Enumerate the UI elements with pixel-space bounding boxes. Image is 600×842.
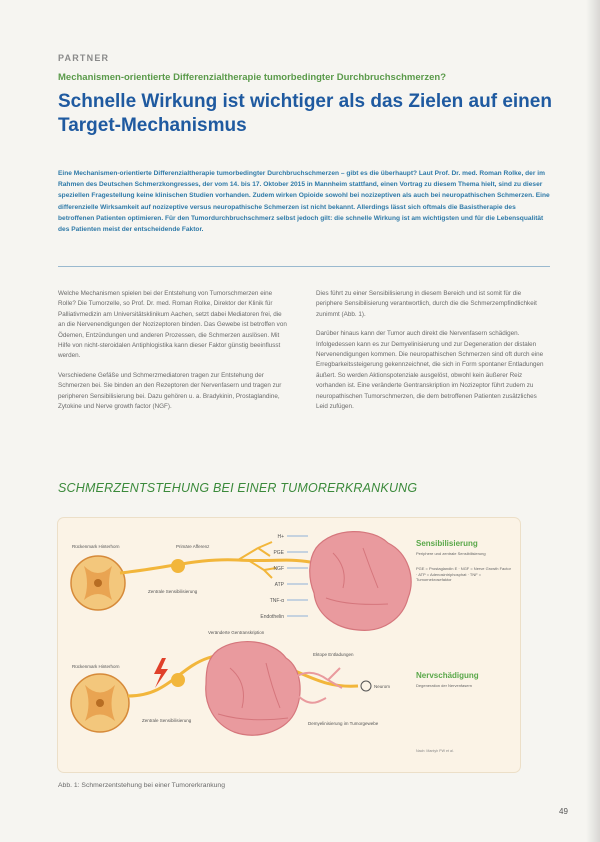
page-edge-shadow (586, 0, 600, 842)
damage-subtitle: Degeneration der Nervenfasern (416, 683, 473, 688)
section-label: PARTNER (58, 53, 110, 63)
body-paragraph: Dies führt zu einer Sensibilisierung in diesem Bereich und ist somit für die periphere Sensibilisierung verantwortlich, durch die die Schmerzempfindlichkeit zunimmt (Abb. 1). (316, 290, 537, 318)
body-column-right (316, 289, 548, 421)
spinal-label-top: Rückenmark Hinterhorn (72, 544, 120, 549)
mediator-label: H+ (277, 534, 284, 540)
mediator-label: ATP (274, 582, 284, 588)
pain-diagram (58, 518, 520, 772)
body-paragraph: Verschiedene Gefäße und Schmerzmediatoren tragen zur Entstehung der Schmerzen bei. Sie binden an den Rezeptoren der Nervenfasern und tragen zur peripheren Sensibilisierung bei. Dazu gehören u. a. Bradykinin, Prostaglandine, Zytokine und Nerve growth factor (NGF). (58, 371, 282, 411)
central-sens-label-bottom: Zentrale Sensibilisierung (142, 718, 192, 723)
divider (58, 266, 550, 267)
neurom-icon (361, 681, 371, 691)
afferent-label: Primäre Afferenz (176, 544, 210, 549)
gene-change-label: Veränderte Gentranskription (208, 630, 265, 635)
page-number: 49 (559, 807, 568, 816)
damage-title: Nervschädigung (416, 671, 479, 680)
nerve-fiber-top (120, 542, 310, 578)
article-headline: Schnelle Wirkung ist wichtiger als das Zielen auf einen Target-Mechanismus (58, 91, 552, 136)
mediator-label: PGE (273, 550, 284, 556)
sens-subtitle: Periphere und zentrale Sensibilisierung (416, 551, 486, 556)
tumor-bottom (206, 642, 300, 736)
demyelinisation-label: Demyelinisierung im Tumorgewebe (308, 721, 379, 726)
article-subtitle: Mechanismen-orientierte Differenzialtherapie tumorbedingter Durchbruchschmerzen? (58, 72, 446, 83)
source-note: Nach: Mantyh PW et al. (416, 749, 454, 753)
tumor-top (310, 532, 411, 631)
mediator-label: Endothelin (260, 614, 284, 620)
body-column-left (58, 289, 290, 421)
mediator-label: TNF-α (269, 598, 284, 604)
neurom-label: Neurom (374, 684, 391, 689)
mediator-label: NGF (273, 566, 284, 572)
article-lead: Eine Mechanismen-orientierte Differenzialtherapie tumorbedingter Durchbruchschmerzen – gibt es die überhaupt? Laut Prof. Dr. med. Roman Rolke, der im Rahmen des Deutschen Schmerzkongresses, der vom 14. bis 17. Oktober 2015 in Mannheim stattfand, einen Vortrag zu diesem Thema hielt, sind zu dieser speziellen Fragestellung keine klinischen Studien vorhanden. Zudem wirken Opioide sowohl bei nozizeptiven als auch bei neuropathischen Schmerzen. Eine differenzielle Wirksamkeit auf nozizeptive versus neuropathische Schmerzen ist nicht bekannt. Allerdings lässt sich oftmals die Basistherapie des betroffenen Patienten optimieren. Für den Tumordurchbruchschmerz selbst jedoch gilt: die schnelle Wirkung ist am wichtigsten und für die Lebensqualität des Patienten meist der entscheidende Faktor. (58, 170, 550, 234)
ectopic-label: Ektope Entladungen (313, 652, 354, 657)
mediator-list (260, 534, 308, 620)
figure-caption: Abb. 1: Schmerzentstehung bei einer Tumorerkrankung (58, 782, 225, 789)
spinal-label-bottom: Rückenmark Hinterhorn (72, 664, 120, 669)
central-sens-label: Zentrale Sensibilisierung (148, 589, 198, 594)
sens-legend: PGE = Prostaglandin E · NGF = Nerve Growth Factor · ATP = Adenosintriphosphat · TNF = Tumornekrosefaktor (416, 566, 511, 582)
body-paragraph: Welche Mechanismen spielen bei der Entstehung von Tumorschmerzen eine Rolle? Die Tumorzelle, so Prof. Dr. med. Roman Rolke, Direktor der Klinik für Palliativmedizin am Universitätsklinikum Aachen, setzt dabei Mediatoren frei, die an die Nervenendigungen der Nozizeptoren binden. Das Gewebe ist betroffen von Ödemen, Entzündungen und anderen Prozessen, die Schmerzen auslösen. Mit Hilfe von nicht-steroidalen Antiphlogistika kann dieser Faktor günstig beeinflusst werden. (58, 290, 287, 360)
spinal-cord-top (71, 556, 125, 610)
spinal-cord-bottom (71, 674, 129, 732)
figure-title: SCHMERZENTSTEHUNG BEI EINER TUMORERKRANKUNG (58, 481, 418, 495)
sens-title: Sensibilisierung (416, 539, 478, 548)
figure-illustration (58, 518, 520, 772)
body-paragraph: Darüber hinaus kann der Tumor auch direkt die Nervenfasern schädigen. Infolgedessen kann es zur Demyelinisierung und zur Degeneration der distalen Nervenendigungen kommen. Die neuropathischen Schmerzen sind oft durch eine Erregbarkeitssteigerung gekennzeichnet, die sich in Form spontaner Entladungen äußert. So werden Aktionspotenziale ausgelöst, obwohl kein äußerer Reiz vorhanden ist. Eine veränderte Gentranskription im Nozizeptor führt zudem zu neuropathischen Tumorschmerzen, die dem betroffenen Patienten zusätzliches Leid zufügen. (316, 330, 544, 411)
